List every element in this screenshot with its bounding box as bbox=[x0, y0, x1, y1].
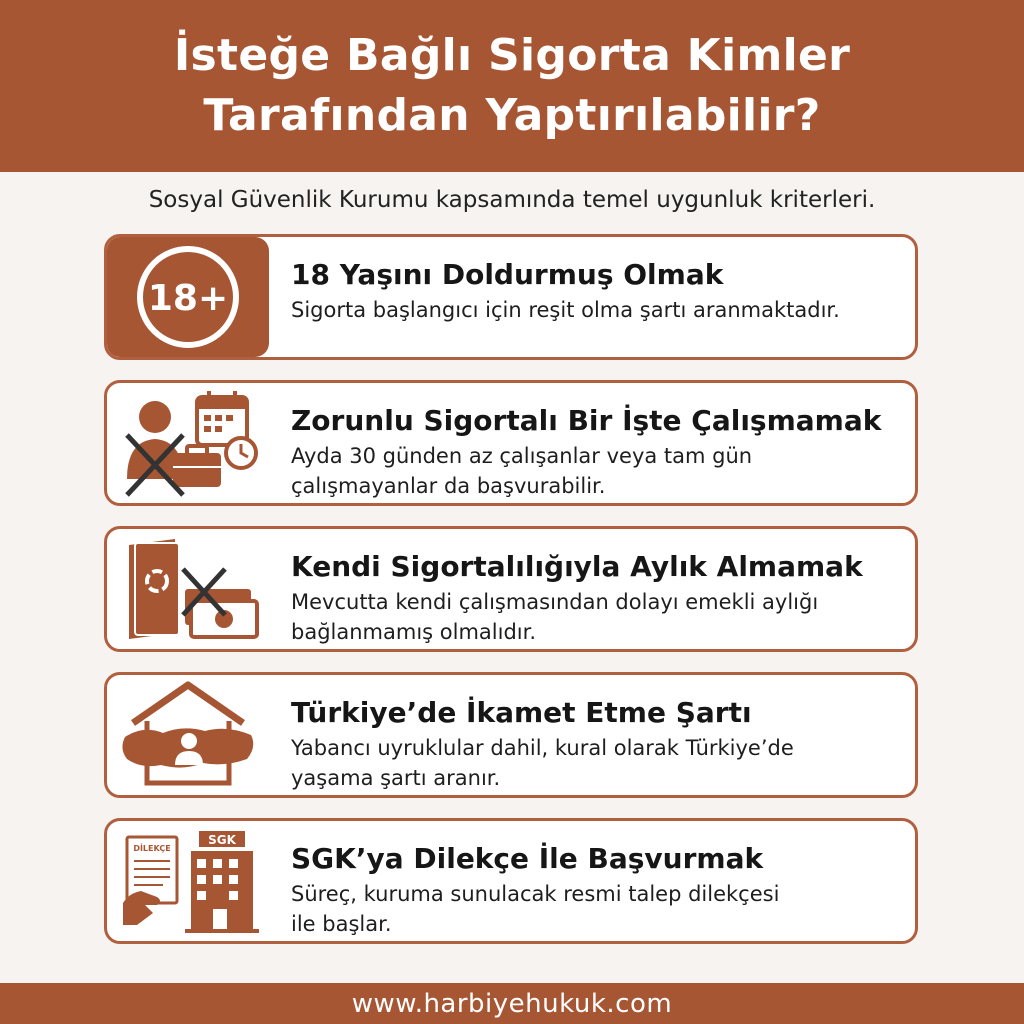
criterion-card-residence bbox=[104, 672, 918, 798]
criterion-heading: SGK’ya Dilekçe İle Başvurmak bbox=[291, 842, 764, 875]
criterion-card-petition bbox=[104, 818, 918, 944]
page-title-line-2: Tarafından Yaptırılabilir? bbox=[203, 90, 821, 141]
age-18-plus-icon bbox=[107, 237, 269, 357]
criterion-description: Ayda 30 günden az çalışanlar veya tam gün çalışmayanlar da başvurabilir. bbox=[291, 444, 753, 498]
criterion-description: Süreç, kuruma sunulacak resmi talep dilekçesi ile başlar. bbox=[291, 882, 780, 936]
page-subtitle: Sosyal Güvenlik Kurumu kapsamında temel uygunluk kriterleri. bbox=[148, 187, 876, 213]
footer-bar bbox=[0, 983, 1024, 1024]
age-badge-text: 18+ bbox=[147, 278, 229, 319]
criterion-description: Sigorta başlangıcı için reşit olma şartı aranmaktadır. bbox=[291, 298, 840, 322]
criterion-card-employment bbox=[104, 380, 918, 506]
criterion-description: Yabancı uyruklular dahil, kural olarak Türkiye’de yaşama şartı aranır. bbox=[291, 736, 794, 790]
criterion-card-pension bbox=[104, 526, 918, 652]
criterion-heading: 18 Yaşını Doldurmuş Olmak bbox=[291, 258, 724, 291]
sgk-petition-icon bbox=[107, 821, 269, 941]
page-title-line-1: İsteğe Bağlı Sigorta Kimler bbox=[173, 30, 851, 81]
criterion-heading: Zorunlu Sigortalı Bir İşte Çalışmamak bbox=[291, 404, 882, 437]
building-label: SGK bbox=[208, 833, 236, 847]
turkey-residence-icon bbox=[107, 675, 269, 795]
no-full-time-work-icon bbox=[107, 383, 269, 503]
header-banner bbox=[0, 0, 1024, 172]
criterion-card-age bbox=[104, 234, 918, 360]
criterion-description: Mevcutta kendi çalışmasından dolayı emekli aylığı bağlanmamış olmalıdır. bbox=[291, 590, 819, 644]
criterion-heading: Türkiye’de İkamet Etme Şartı bbox=[291, 696, 752, 729]
criterion-heading: Kendi Sigortalılığıyla Aylık Almamak bbox=[291, 550, 863, 583]
no-pension-icon bbox=[107, 529, 269, 649]
petition-label: DİLEKÇE bbox=[133, 844, 171, 853]
website-link[interactable]: www.harbiyehukuk.com bbox=[351, 988, 673, 1019]
